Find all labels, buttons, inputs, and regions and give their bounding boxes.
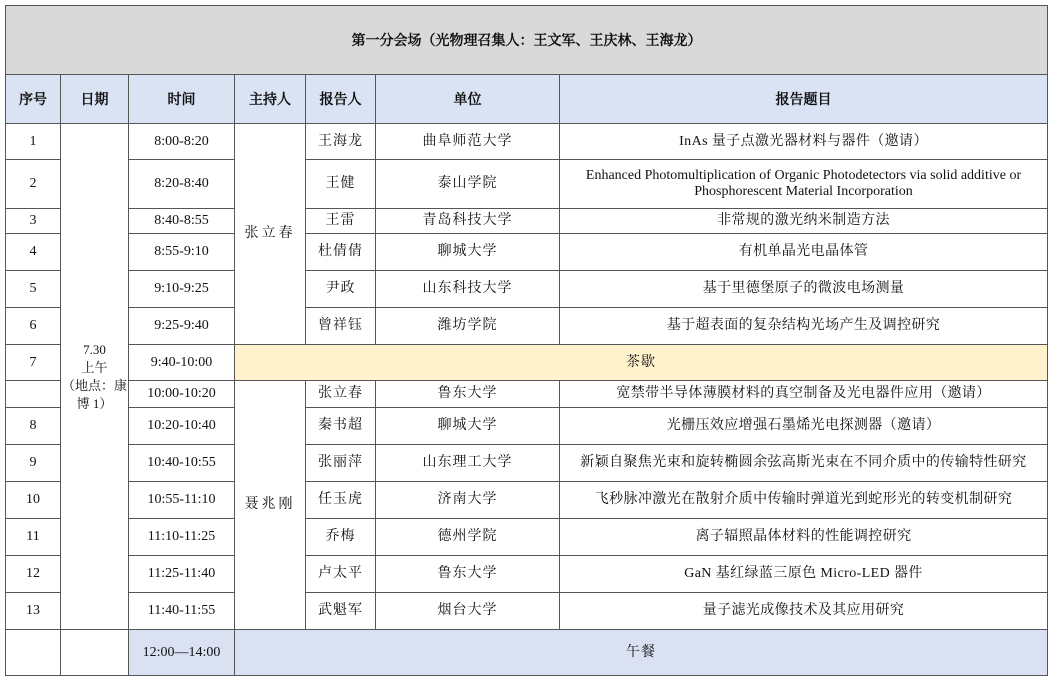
speaker-name: 尹政	[306, 271, 376, 308]
time-slot: 10:00-10:20	[129, 381, 235, 408]
row-number: 10	[6, 482, 61, 519]
speaker-name: 乔梅	[306, 519, 376, 556]
row-number-empty	[6, 381, 61, 408]
row-number: 13	[6, 593, 61, 630]
header-date: 日期	[61, 75, 129, 124]
row-number: 12	[6, 556, 61, 593]
row-number: 11	[6, 519, 61, 556]
affiliation: 德州学院	[376, 519, 560, 556]
report-title: 新颖自聚焦光束和旋转椭圆余弦高斯光束在不同介质中的传输特性研究	[560, 445, 1048, 482]
header-number: 序号	[6, 75, 61, 124]
affiliation: 潍坊学院	[376, 308, 560, 345]
time-slot: 9:40-10:00	[129, 345, 235, 381]
report-title: InAs 量子点激光器材料与器件（邀请）	[560, 124, 1048, 160]
affiliation: 济南大学	[376, 482, 560, 519]
header-topic: 报告题目	[560, 75, 1048, 124]
report-title: 飞秒脉冲激光在散射介质中传输时弹道光到蛇形光的转变机制研究	[560, 482, 1048, 519]
host-name-morning-2: 聂兆刚	[235, 381, 306, 630]
header-speaker: 报告人	[306, 75, 376, 124]
date-line: （地点：康	[61, 377, 127, 393]
header-unit: 单位	[376, 75, 560, 124]
affiliation: 山东理工大学	[376, 445, 560, 482]
report-title: 基于里德堡原子的微波电场测量	[560, 271, 1048, 308]
row-number: 6	[6, 308, 61, 345]
row-number: 9	[6, 445, 61, 482]
host-name-morning-1: 张立春	[235, 124, 306, 345]
speaker-name: 卢太平	[306, 556, 376, 593]
speaker-name: 王雷	[306, 209, 376, 234]
date-cell	[61, 124, 129, 630]
affiliation: 曲阜师范大学	[376, 124, 560, 160]
time-slot: 9:25-9:40	[129, 308, 235, 345]
row-number: 2	[6, 160, 61, 209]
report-title: Enhanced Photomultiplication of Organic Photodetectors via solid additive or Phosphorescent Material Incorporation	[560, 160, 1048, 209]
speaker-name: 张丽萍	[306, 445, 376, 482]
row-number: 8	[6, 408, 61, 445]
time-slot: 8:00-8:20	[129, 124, 235, 160]
affiliation: 烟台大学	[376, 593, 560, 630]
affiliation: 山东科技大学	[376, 271, 560, 308]
row-number: 4	[6, 234, 61, 271]
speaker-name: 王海龙	[306, 124, 376, 160]
date-line: 上午	[81, 359, 108, 375]
date-cell-empty	[61, 630, 129, 676]
speaker-name: 曾祥钰	[306, 308, 376, 345]
tea-break-label: 茶歇	[235, 345, 1048, 381]
affiliation: 聊城大学	[376, 408, 560, 445]
row-number: 5	[6, 271, 61, 308]
date-line: 博 1）	[76, 395, 113, 411]
schedule-table	[5, 5, 1048, 676]
time-slot: 8:40-8:55	[129, 209, 235, 234]
affiliation: 鲁东大学	[376, 381, 560, 408]
header-host: 主持人	[235, 75, 306, 124]
lunch-label: 午餐	[235, 630, 1048, 676]
time-slot: 10:55-11:10	[129, 482, 235, 519]
lunch-time-slot: 12:00—14:00	[129, 630, 235, 676]
affiliation: 泰山学院	[376, 160, 560, 209]
time-slot: 11:40-11:55	[129, 593, 235, 630]
report-title: 光栅压效应增强石墨烯光电探测器（邀请）	[560, 408, 1048, 445]
row-number-empty	[6, 630, 61, 676]
speaker-name: 张立春	[306, 381, 376, 408]
report-title: GaN 基红绿蓝三原色 Micro-LED 器件	[560, 556, 1048, 593]
report-title: 离子辐照晶体材料的性能调控研究	[560, 519, 1048, 556]
affiliation: 聊城大学	[376, 234, 560, 271]
speaker-name: 任玉虎	[306, 482, 376, 519]
time-slot: 8:20-8:40	[129, 160, 235, 209]
speaker-name: 王健	[306, 160, 376, 209]
row-number: 7	[6, 345, 61, 381]
time-slot: 9:10-9:25	[129, 271, 235, 308]
date-line: 7.30	[83, 341, 106, 357]
report-title: 有机单晶光电晶体管	[560, 234, 1048, 271]
time-slot: 10:20-10:40	[129, 408, 235, 445]
header-time: 时间	[129, 75, 235, 124]
report-title: 基于超表面的复杂结构光场产生及调控研究	[560, 308, 1048, 345]
row-number: 3	[6, 209, 61, 234]
report-title: 非常规的激光纳米制造方法	[560, 209, 1048, 234]
speaker-name: 杜倩倩	[306, 234, 376, 271]
speaker-name: 秦书超	[306, 408, 376, 445]
time-slot: 8:55-9:10	[129, 234, 235, 271]
time-slot: 11:10-11:25	[129, 519, 235, 556]
row-number: 1	[6, 124, 61, 160]
report-title: 量子滤光成像技术及其应用研究	[560, 593, 1048, 630]
report-title: 宽禁带半导体薄膜材料的真空制备及光电器件应用（邀请）	[560, 381, 1048, 408]
affiliation: 鲁东大学	[376, 556, 560, 593]
affiliation: 青岛科技大学	[376, 209, 560, 234]
time-slot: 10:40-10:55	[129, 445, 235, 482]
speaker-name: 武魁军	[306, 593, 376, 630]
time-slot: 11:25-11:40	[129, 556, 235, 593]
session-title: 第一分会场（光物理召集人：王文军、王庆林、王海龙）	[6, 6, 1048, 75]
